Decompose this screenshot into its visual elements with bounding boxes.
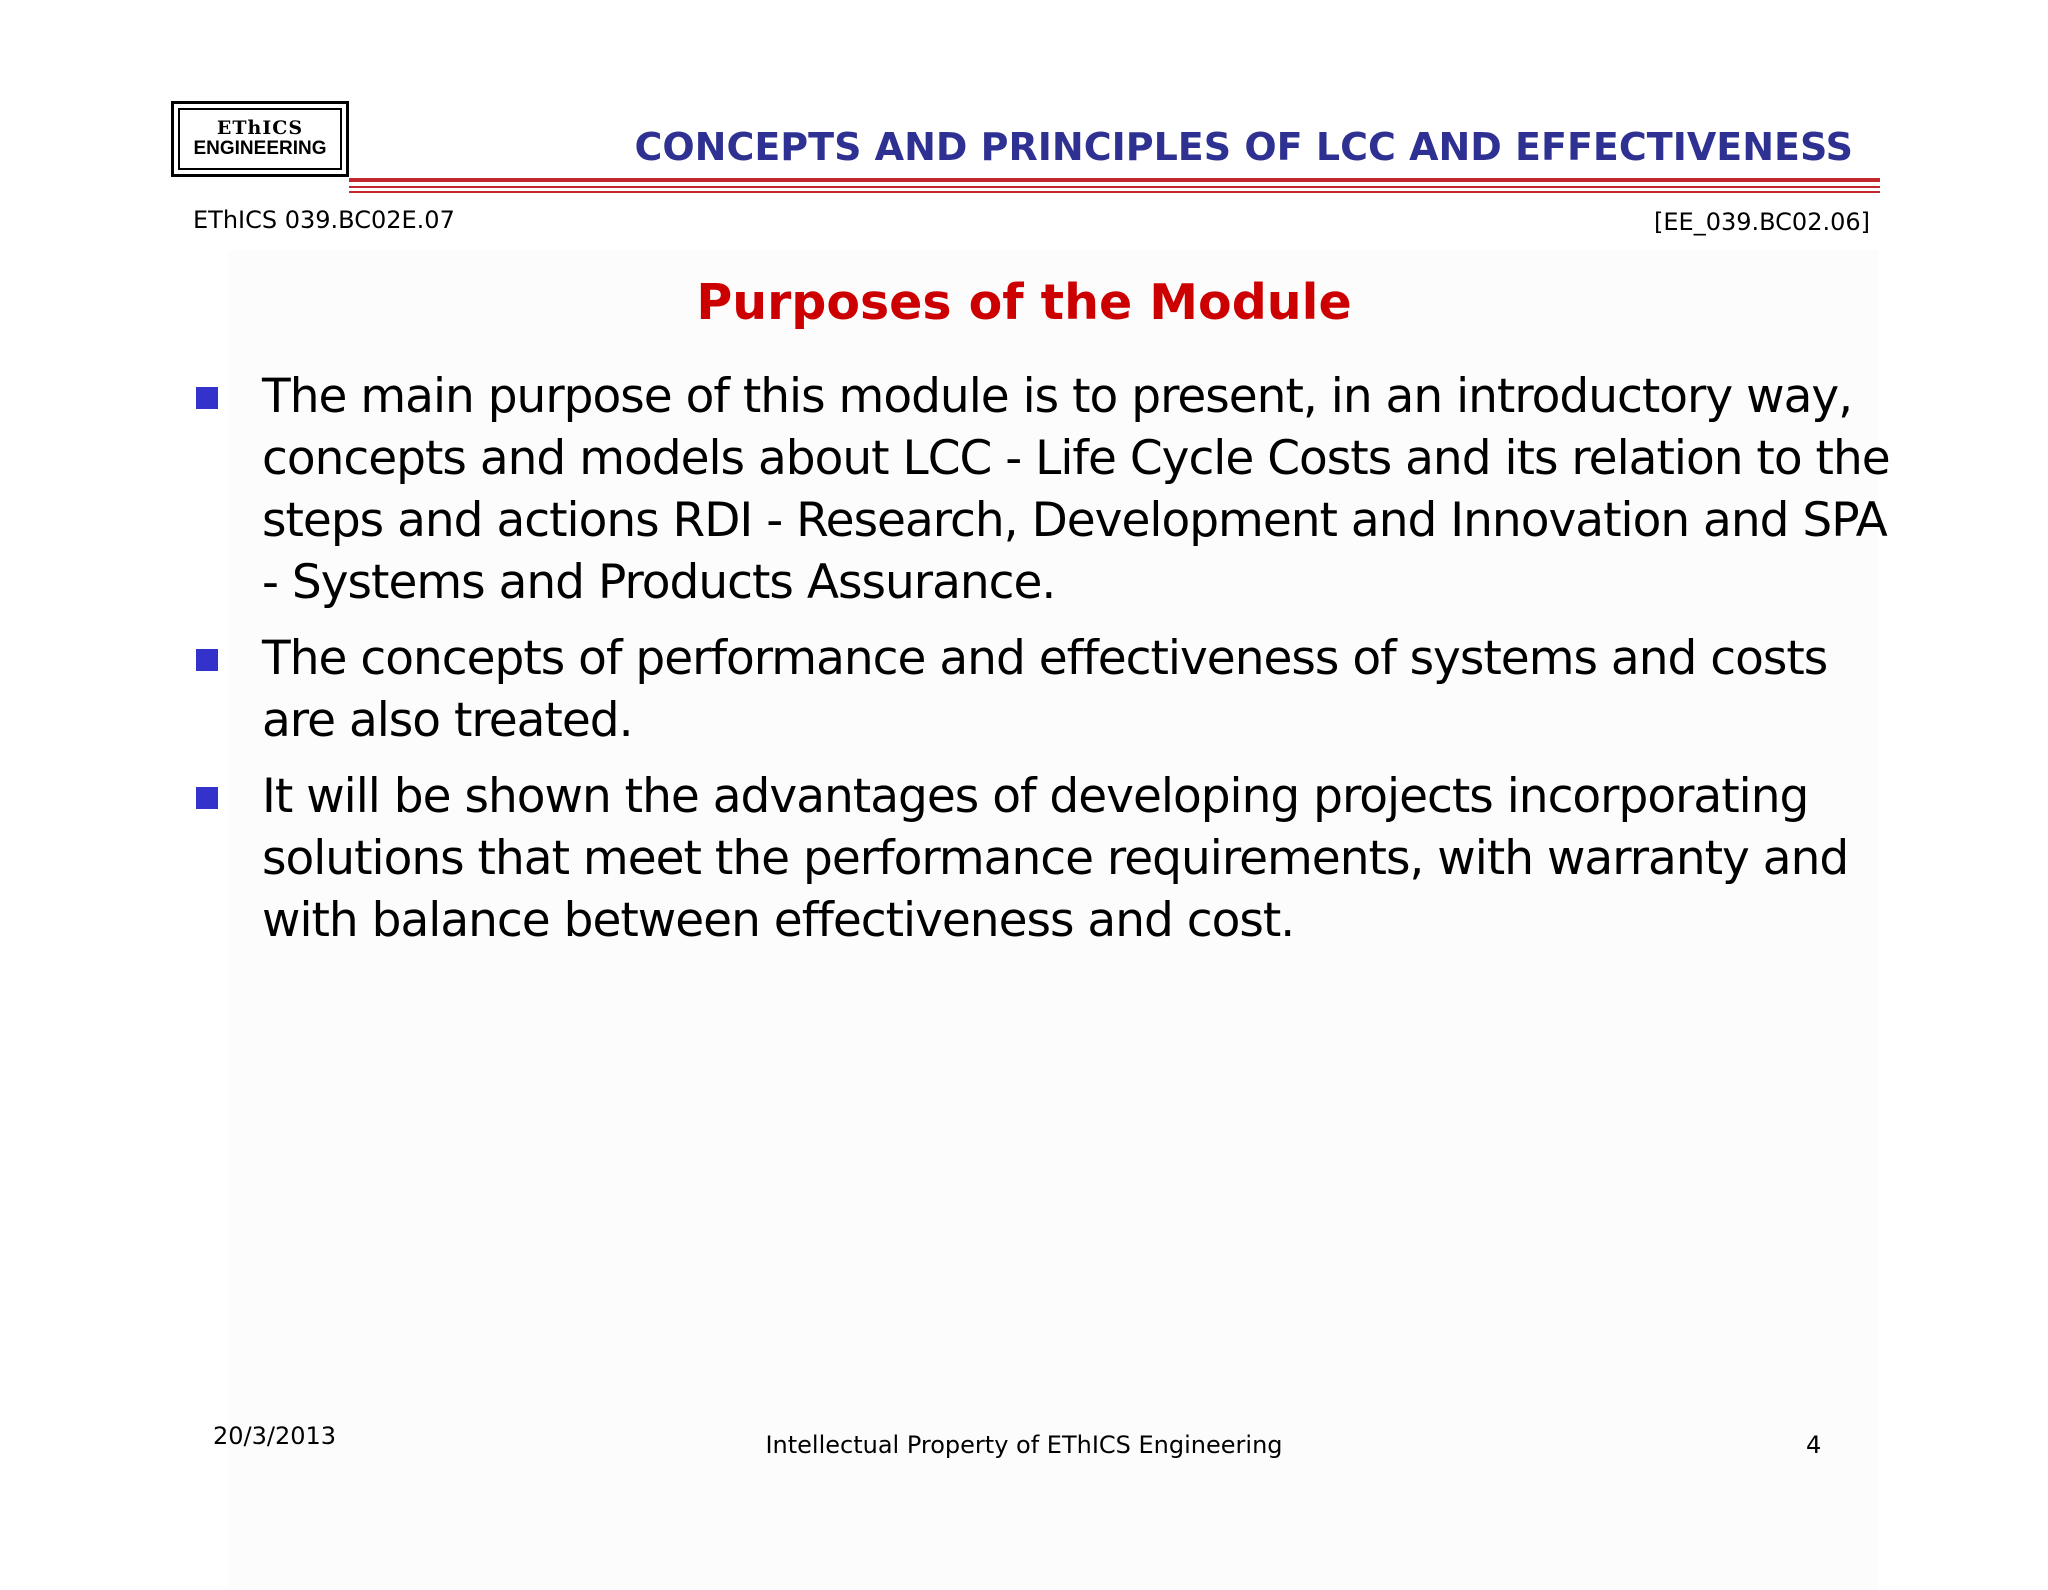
- bullet-list: [196, 366, 1896, 966]
- bullet-item: [196, 766, 1896, 952]
- logo-frame: [178, 108, 342, 170]
- ethics-engineering-logo: [171, 101, 349, 177]
- logo-line-engineering: ENGINEERING: [193, 138, 327, 159]
- bullet-item: [196, 628, 1896, 752]
- header-rule-thick: [349, 178, 1880, 182]
- slide-title: Purposes of the Module: [696, 274, 1352, 331]
- bullet-item: [196, 366, 1896, 614]
- page-number: 4: [1806, 1431, 1822, 1459]
- bullet-text: It will be shown the advantages of developing projects incorporating solutions that meet the performance requirements, with warranty and with balance between effectiveness and cost.: [262, 769, 1849, 948]
- square-bullet-icon: [196, 787, 218, 809]
- header-rule-thin-2: [349, 191, 1880, 193]
- logo-line-ethics: EThICS: [216, 117, 304, 139]
- footer-date: 20/3/2013: [213, 1422, 337, 1450]
- header-title: CONCEPTS AND PRINCIPLES OF LCC AND EFFECTIVENESS: [634, 125, 1853, 169]
- square-bullet-icon: [196, 387, 218, 409]
- document-code: EThICS 039.BC02E.07: [193, 206, 455, 234]
- header-rule-thin-1: [349, 186, 1880, 188]
- bullet-text: The main purpose of this module is to present, in an introductory way, concepts and models about LCC - Life Cycle Costs and its relation to the steps and actions RDI - Research, Development and Innovation and SPA - Systems and Products Assurance.: [262, 369, 1890, 610]
- square-bullet-icon: [196, 649, 218, 671]
- bullet-text: The concepts of performance and effectiveness of systems and costs are also treated.: [262, 631, 1828, 748]
- reference-code: [EE_039.BC02.06]: [1654, 208, 1870, 236]
- footer-ownership: Intellectual Property of EThICS Engineering: [765, 1431, 1283, 1459]
